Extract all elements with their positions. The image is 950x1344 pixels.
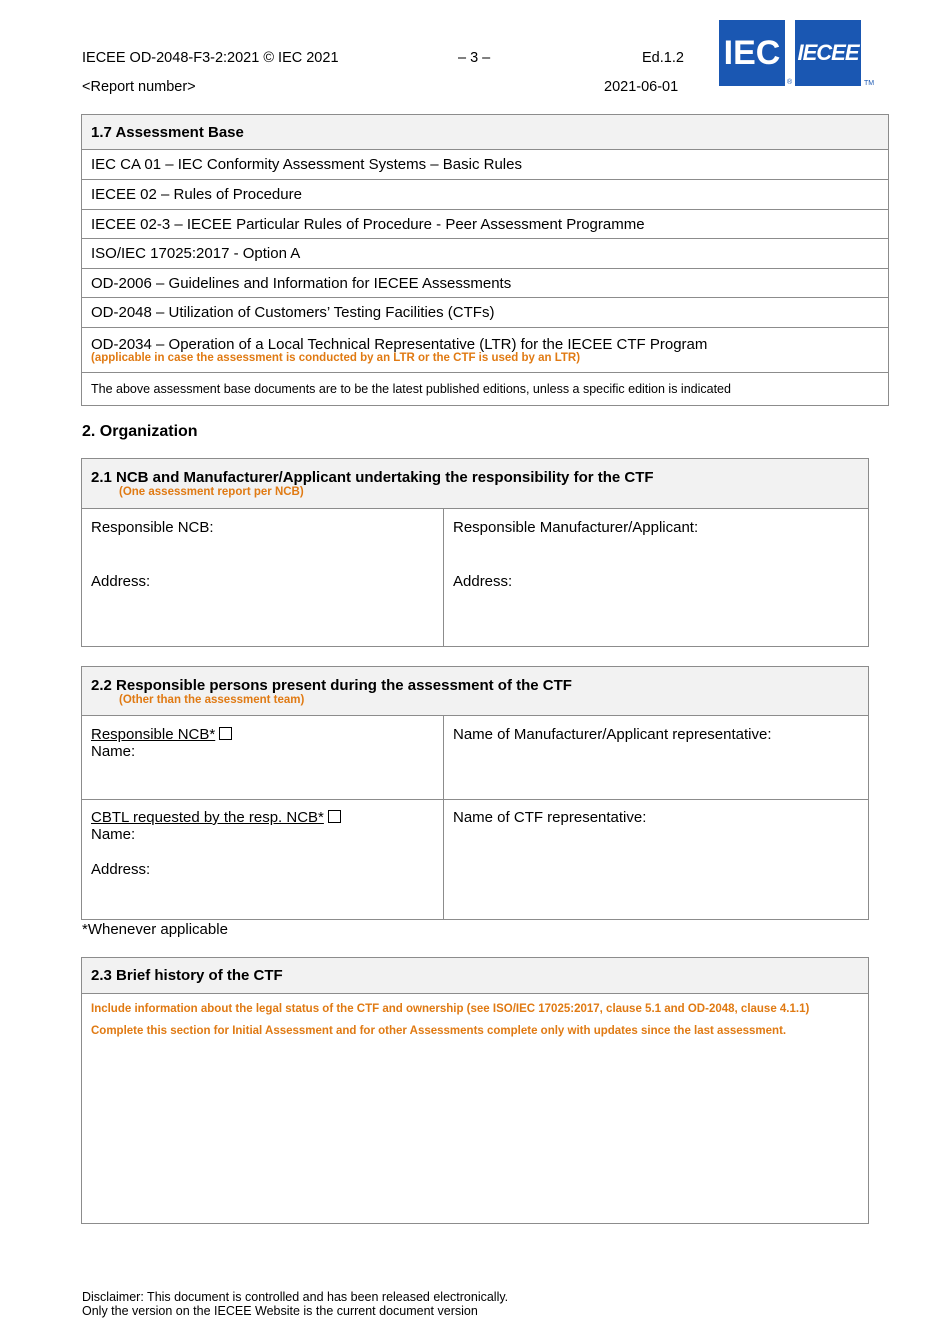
brief-history-note-1: Include information about the legal status of the CTF and ownership (see ISO/IEC 17025:2017, clause 5.1 and OD-2048, clause 4.1.1): [91, 1003, 810, 1015]
responsible-ncb-checkbox[interactable]: [219, 727, 232, 740]
page-number: – 3 –: [458, 50, 491, 66]
cbtl-name-label: Name:: [91, 826, 136, 843]
cbtl-cell: [82, 800, 444, 920]
ncb-address-label: Address:: [91, 573, 151, 590]
registered-mark: ®: [787, 79, 793, 86]
section-2-1-table: [81, 458, 869, 647]
assessment-base-row: IECEE 02 – Rules of Procedure: [82, 180, 889, 210]
manufacturer-representative-cell: [444, 716, 869, 800]
section-2-3-table: [81, 957, 869, 1224]
edition: Ed.1.2: [642, 50, 684, 66]
assessment-base-row: IECEE 02-3 – IECEE Particular Rules of Procedure - Peer Assessment Programme: [82, 210, 889, 239]
assessment-base-title: 1.7 Assessment Base: [82, 115, 889, 150]
section-2-1-title: 2.1 NCB and Manufacturer/Applicant undertaking the responsibility for the CTF: [91, 469, 654, 486]
report-number: <Report number>: [82, 79, 196, 95]
manufacturer-representative-label: Name of Manufacturer/Applicant representative:: [453, 726, 772, 743]
iecee-logo: IECEE: [795, 20, 861, 86]
disclaimer-line-2: Only the version on the IECEE Website is the current document version: [82, 1304, 478, 1318]
responsible-manufacturer-label: Responsible Manufacturer/Applicant:: [453, 519, 699, 536]
document-date: 2021-06-01: [604, 79, 679, 95]
section-2-2-table: [81, 666, 869, 920]
responsible-ncb-star-label: Responsible NCB*: [91, 726, 216, 743]
assessment-base-row: ISO/IEC 17025:2017 - Option A: [82, 239, 889, 269]
section-2-3-title: 2.3 Brief history of the CTF: [82, 958, 869, 994]
ltr-note: (applicable in case the assessment is conducted by an LTR or the CTF is used by an LTR): [91, 352, 581, 364]
assessment-base-row-ltr: [82, 328, 889, 373]
ctf-representative-cell: [444, 800, 869, 920]
ltr-row-text: OD-2034 – Operation of a Local Technical Representative (LTR) for the IECEE CTF Program: [91, 336, 708, 353]
assessment-base-footnote: The above assessment base documents are to be the latest published editions, unless a specific edition is indicated: [82, 373, 889, 406]
responsible-manufacturer-cell: [444, 509, 869, 647]
assessment-base-row: OD-2048 – Utilization of Customers’ Testing Facilities (CTFs): [82, 298, 889, 328]
iec-logo: IEC: [719, 20, 785, 86]
brief-history-note-2: Complete this section for Initial Assessment and for other Assessments complete only with updates since the last assessment.: [91, 1025, 787, 1037]
section-2-1-header: [82, 459, 869, 509]
whenever-applicable-note: *Whenever applicable: [82, 921, 228, 938]
manufacturer-address-label: Address:: [453, 573, 513, 590]
section-2-2-subtitle: (Other than the assessment team): [119, 693, 305, 706]
brief-history-cell[interactable]: [82, 994, 869, 1224]
assessment-base-row: IEC CA 01 – IEC Conformity Assessment Systems – Basic Rules: [82, 150, 889, 180]
section-2-1-subtitle: (One assessment report per NCB): [119, 486, 304, 498]
disclaimer-line-1: Disclaimer: This document is controlled and has been released electronically.: [82, 1290, 509, 1304]
ctf-representative-label: Name of CTF representative:: [453, 809, 647, 826]
assessment-base-table: [81, 114, 889, 406]
organization-heading: 2. Organization: [82, 423, 198, 440]
document-id: IECEE OD-2048-F3-2:2021 © IEC 2021: [82, 50, 339, 66]
ncb-name-label: Name:: [91, 743, 136, 760]
responsible-ncb-cell: [82, 509, 444, 647]
trademark-mark: TM: [864, 80, 875, 87]
responsible-ncb-persons-cell: [82, 716, 444, 800]
cbtl-address-label: Address:: [91, 861, 151, 878]
section-2-2-header: [82, 667, 869, 716]
section-2-2-title: 2.2 Responsible persons present during the assessment of the CTF: [91, 676, 572, 694]
assessment-base-row: OD-2006 – Guidelines and Information for IECEE Assessments: [82, 269, 889, 298]
cbtl-checkbox[interactable]: [328, 810, 341, 823]
cbtl-requested-label: CBTL requested by the resp. NCB*: [91, 809, 324, 826]
responsible-ncb-label: Responsible NCB:: [91, 519, 214, 536]
